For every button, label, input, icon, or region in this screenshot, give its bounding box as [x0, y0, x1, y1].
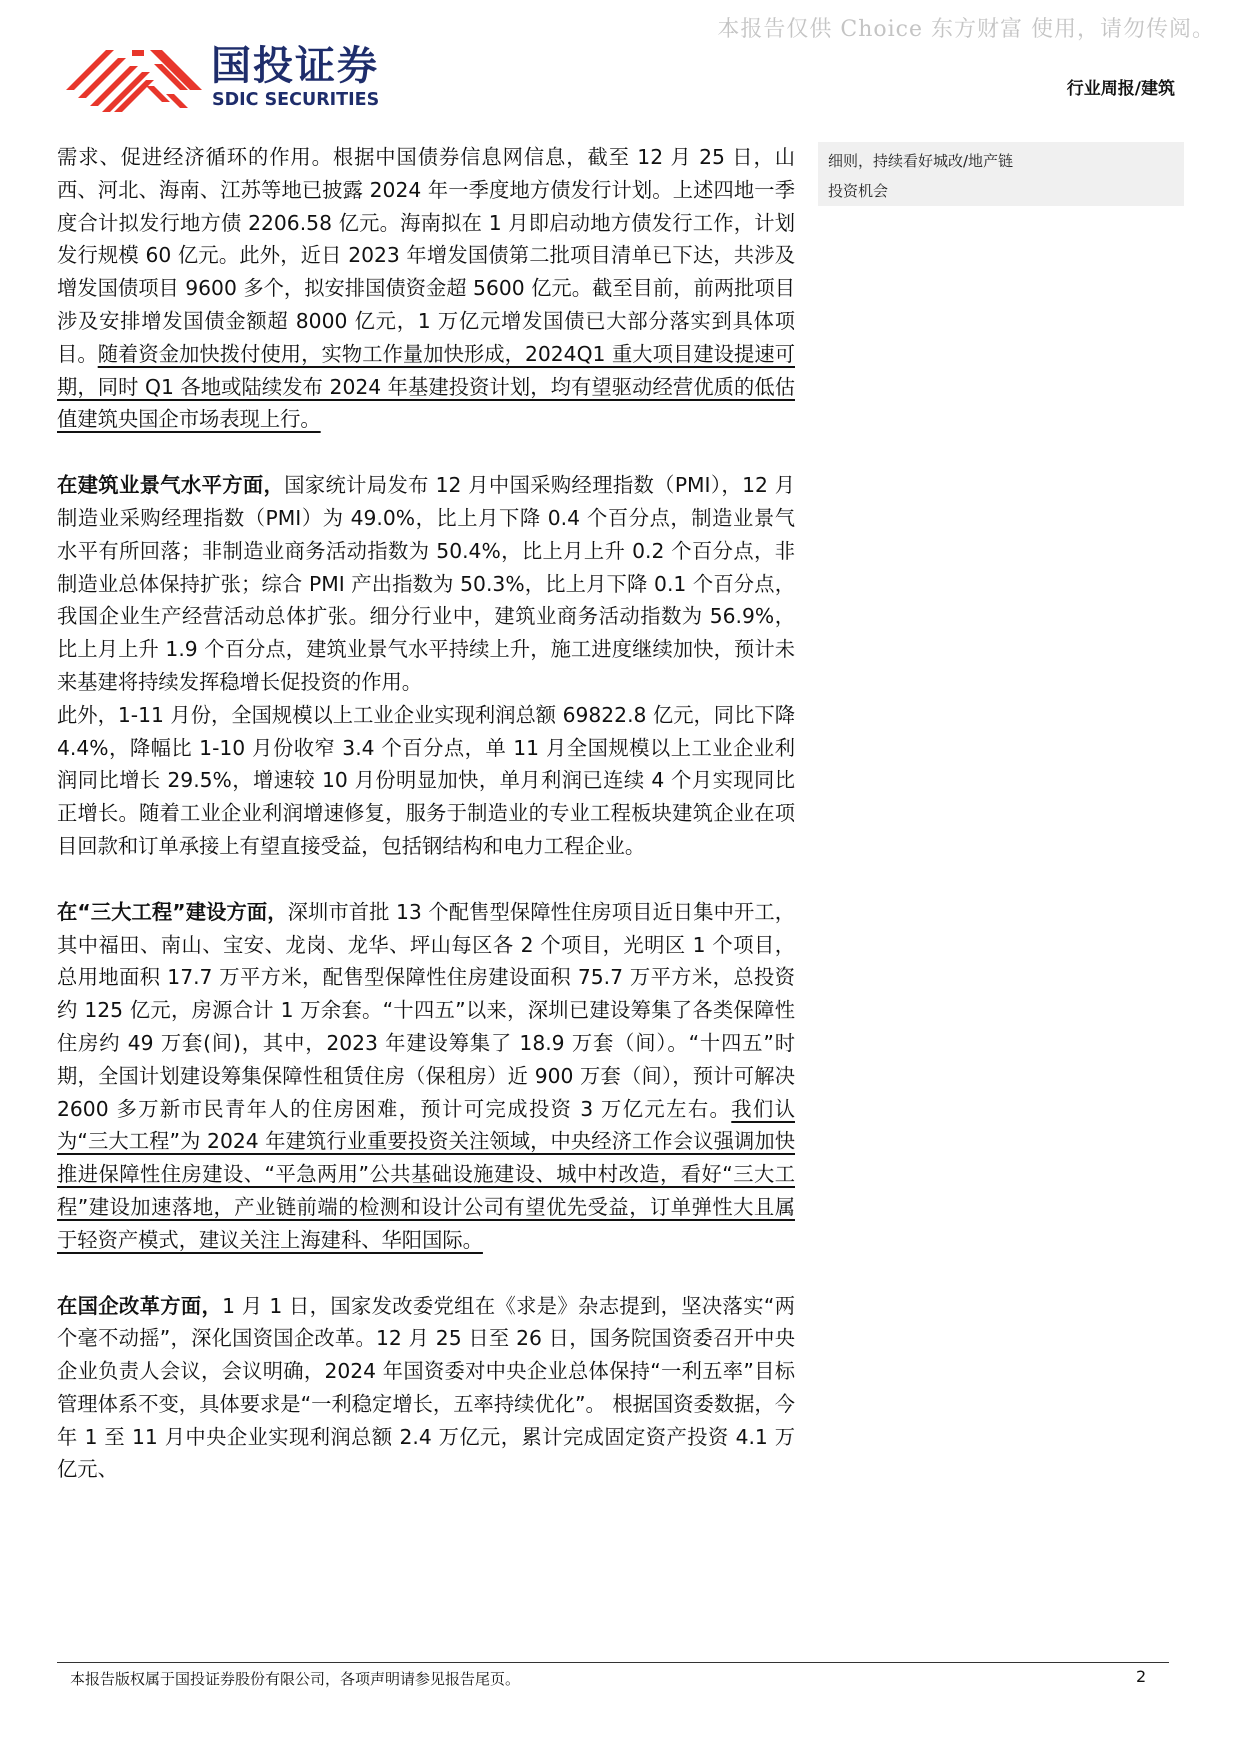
section-lead: 在“三大工程”建设方面， [57, 899, 288, 924]
footer-disclaimer: 本报告版权属于国投证券股份有限公司，各项声明请参见报告尾页。 [70, 1670, 521, 1688]
paragraph-text: 深圳市首批 13 个配售型保障性住房项目近日集中开工，其中福田、南山、宝安、龙岗、龙华、坪山每区各 2 个项目，光明区 1 个项目，总用地面积 17.7 万平方米，配售型保障性住房建设面积 75.7 万平方米，总投资约 125 亿元，房源合计 1 万余套。“十四五”以来，深圳已建设筹集了各类保障性住房约 49 万套(间)，其中，2023 年建设筹集了 18.9 万套（间）。“十四五”时期，全国计划建设筹集保障性租赁住房（保租房）近 900 万套（间），预计可解决 2600 多万新市民青年人的住房困难，预计可完成投资 3 万亿元左右。 [57, 899, 795, 1121]
page-number: 2 [1136, 1667, 1147, 1686]
paragraph-three-projects [57, 896, 795, 1257]
paragraph-special-bonds [57, 141, 795, 436]
paragraph-industrial-profit: 此外，1-11 月份，全国规模以上工业企业实现利润总额 69822.8 亿元，同比下降 4.4%，降幅比 1-10 月份收窄 3.4 个百分点，单 11 月全国规模以上工业企业利润同比增长 29.5%，增速较 10 月份明显加快，单月利润已连续 4 个月实现同比正增长。随着工业企业利润增速修复，服务于制造业的专业工程板块建筑企业在项目回款和订单承接上有望直接受益，包括钢结构和电力工程企业。 [57, 702, 795, 858]
sidebar-line: 投资机会 [828, 182, 889, 200]
logo-mark-icon [66, 46, 204, 112]
paragraph-text: 需求、促进经济循环的作用。根据中国债券信息网信息，截至 12 月 25 日，山西、河北、海南、江苏等地已披露 2024 年一季度地方债发行计划。上述四地一季度合计拟发行地方债 2206.58 亿元。海南拟在 1 月即启动地方债发行工作，计划发行规模 60 亿元。此外，近日 2023 年增发国债第二批项目清单已下达，共涉及增发国债项目 9600 多个，拟安排国债资金超 5600 亿元。截至目前，前两批项目涉及安排增发国债金额超 8000 亿元，1 万亿元增发国债已大部分落实到具体项目。 [57, 145, 795, 366]
sidebar-summary [818, 142, 1184, 206]
report-category: 行业周报/建筑 [1066, 79, 1175, 99]
paragraph-text: 国家统计局发布 12 月中国采购经理指数（PMI），12 月制造业采购经理指数（PMI）为 49.0%，比上月下降 0.4 个百分点，制造业景气水平有所回落；非制造业商务活动指数为 50.4%，比上月上升 0.2 个百分点，非制造业总体保持扩张；综合 PMI 产出指数为 50.3%，比上月下降 0.1 个百分点，我国企业生产经营活动总体扩张。细分行业中，建筑业商务活动指数为 56.9%，比上月上升 1.9 个百分点，建筑业景气水平持续上升，施工进度继续加快，预计未来基建将持续发挥稳增长促投资的作用。 [57, 473, 795, 694]
logo-name-en: SDIC SECURITIES [212, 90, 380, 110]
paragraph-text: 1 月 1 日，国家发改委党组在《求是》杂志提到，坚决落实“两个毫不动摇”，深化国资国企改革。12 月 25 日至 26 日，国务院国资委召开中央企业负责人会议，会议明确，2024 年国资委对中央企业总体保持“一利五率”目标管理体系不变，具体要求是“一利稳定增长，五率持续优化”。 根据国资委数据，今年 1 至 11 月中央企业实现利润总额 2.4 万亿元，累计完成固定资产投资 4.1 万亿元、 [57, 1293, 795, 1482]
sidebar-line: 细则，持续看好城改/地产链 [828, 152, 1014, 170]
paragraph-pmi [57, 469, 795, 699]
footer-divider [57, 1662, 1169, 1663]
report-body [57, 141, 795, 1486]
paragraph-soe-reform [57, 1290, 795, 1487]
highlight-text: 我们认为“三大工程”为 2024 年建筑行业重要投资关注领域，中央经济工作会议强调加快推进保障性住房建设、“平急两用”公共基础设施建设、城中村改造，看好“三大工程”建设加速落地，产业链前端的检测和设计公司有望优先受益，订单弹性大且属于轻资产模式，建议关注上海建科、华阳国际。 [57, 1096, 795, 1252]
company-logo [66, 44, 406, 114]
highlight-text: 随着资金加快拨付使用，实物工作量加快形成，2024Q1 重大项目建设提速可期，同时 Q1 各地或陆续发布 2024 年基建投资计划，均有望驱动经营优质的低估值建筑央国企市场表现上行。 [57, 341, 795, 432]
section-lead: 在国企改革方面， [57, 1293, 223, 1318]
watermark: 本报告仅供 Choice 东方财富 使用，请勿传阅。 [717, 17, 1215, 42]
logo-name-cn: 国投证券 [211, 43, 379, 89]
section-lead: 在建筑业景气水平方面， [57, 473, 285, 498]
